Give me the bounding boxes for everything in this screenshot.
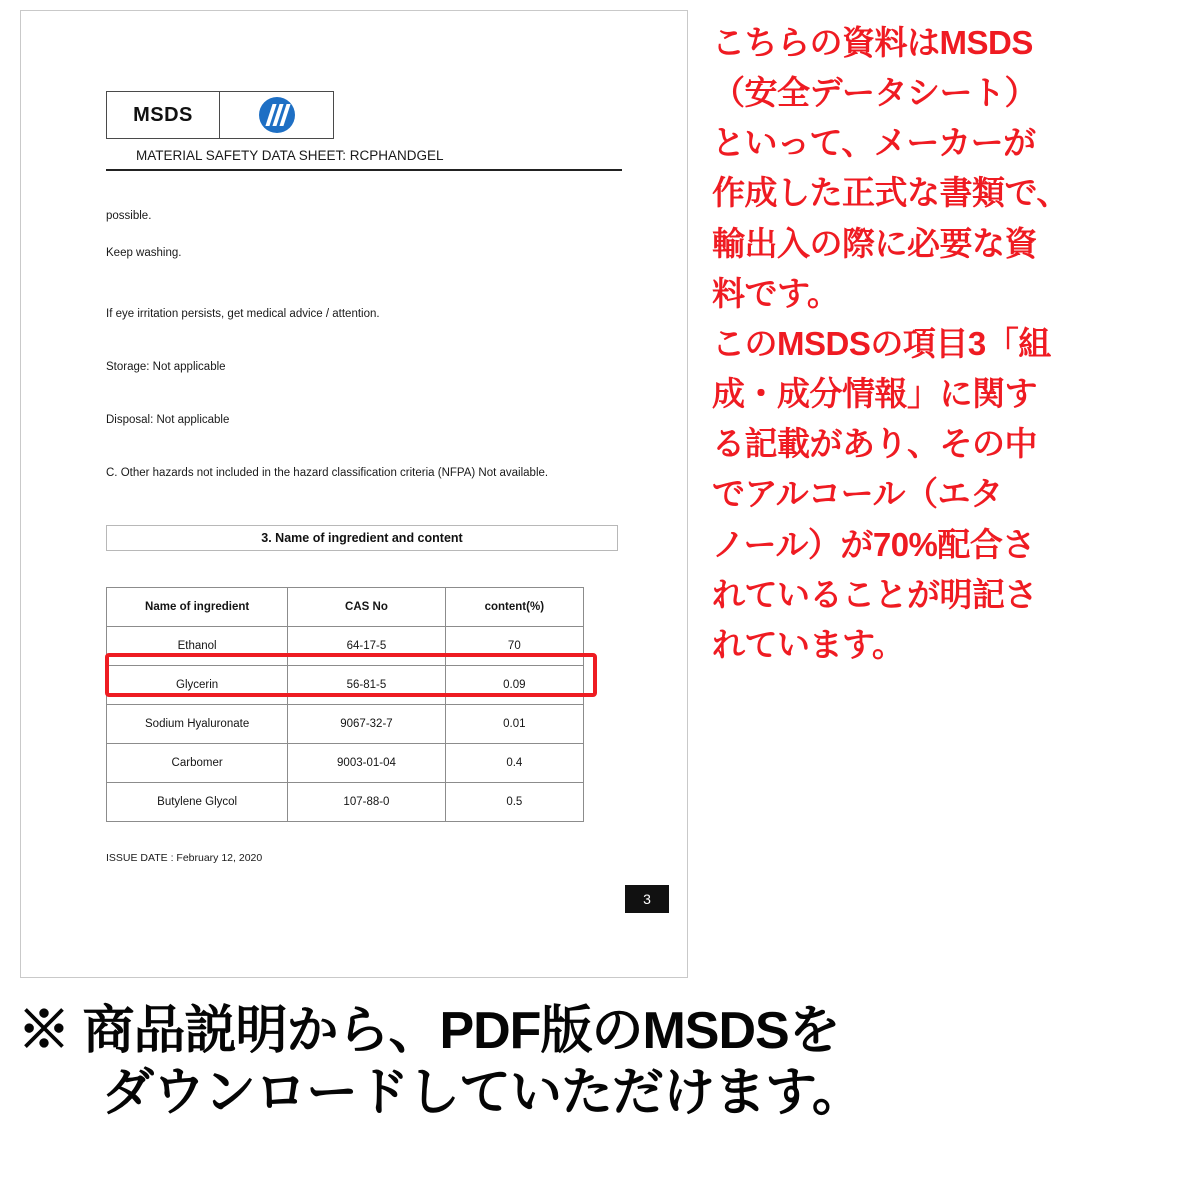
cell-content: 0.5 — [445, 782, 583, 821]
table-row — [107, 704, 584, 743]
table-row — [107, 743, 584, 782]
red-line-5: 輸出入の際に必要な資 — [712, 224, 1037, 262]
page-number-badge: 3 — [625, 885, 669, 913]
red-line-10: でアルコール（エタ — [712, 475, 1003, 513]
company-logo-icon — [220, 92, 333, 138]
red-line-1: こちらの資料はMSDS — [712, 24, 1033, 61]
black-line-2: ダウンロードしていただけます。 — [102, 1064, 863, 1123]
cell-cas: 9003-01-04 — [288, 743, 445, 782]
cell-cas: 107-88-0 — [288, 782, 445, 821]
red-line-7: このMSDSの項目3「組 — [712, 324, 1051, 362]
red-line-11: ノール）が70%配合さ — [712, 525, 1035, 563]
cell-content: 70 — [445, 626, 583, 665]
column-header-content: content(%) — [445, 587, 583, 626]
column-header-name: Name of ingredient — [107, 587, 288, 626]
red-line-8: 成・成分情報」に関す — [712, 375, 1037, 413]
cell-content: 0.4 — [445, 743, 583, 782]
body-line-5: Disposal: Not applicable — [106, 413, 230, 426]
msds-badge: MSDS — [107, 92, 220, 138]
body-line-2: Keep washing. — [106, 246, 182, 259]
red-annotation-text — [712, 18, 1182, 670]
logo-circle-shape — [259, 97, 295, 133]
table-row — [107, 626, 584, 665]
cell-ingredient: Ethanol — [107, 626, 288, 665]
red-line-9: る記載があり、その中 — [712, 425, 1037, 463]
cell-cas: 56-81-5 — [288, 665, 445, 704]
cell-ingredient: Carbomer — [107, 743, 288, 782]
table-header-row — [107, 587, 584, 626]
cell-cas: 64-17-5 — [288, 626, 445, 665]
document-content — [106, 91, 626, 864]
section-heading: 3. Name of ingredient and content — [106, 525, 618, 551]
body-line-4: Storage: Not applicable — [106, 360, 226, 373]
table-row — [107, 782, 584, 821]
cell-content: 0.01 — [445, 704, 583, 743]
body-line-1: possible. — [106, 210, 152, 222]
document-subtitle: MATERIAL SAFETY DATA SHEET: RCPHANDGEL — [136, 148, 444, 163]
red-line-4: 作成した正式な書類で、 — [712, 174, 1069, 212]
ingredient-table — [106, 587, 584, 822]
document-header — [106, 91, 334, 139]
red-line-2: （安全データシート） — [712, 74, 1037, 112]
msds-document-panel — [20, 10, 688, 978]
issue-date: ISSUE DATE : February 12, 2020 — [106, 851, 263, 864]
cell-ingredient: Butylene Glycol — [107, 782, 288, 821]
red-line-13: れています。 — [712, 625, 905, 663]
cell-ingredient: Sodium Hyaluronate — [107, 704, 288, 743]
red-line-12: れていることが明記さ — [712, 575, 1037, 613]
body-line-3: If eye irritation persists, get medical advice / attention. — [106, 307, 380, 320]
cell-ingredient: Glycerin — [107, 665, 288, 704]
black-line-1: ※ 商品説明から、PDF版のMSDSを — [18, 1002, 840, 1060]
red-line-6: 料です。 — [712, 274, 840, 312]
table-row — [107, 665, 584, 704]
body-line-6: C. Other hazards not included in the hazard classification criteria (NFPA) Not available. — [106, 466, 549, 479]
cell-content: 0.09 — [445, 665, 583, 704]
black-annotation-text — [18, 1000, 1186, 1125]
cell-cas: 9067-32-7 — [288, 704, 445, 743]
column-header-cas: CAS No — [288, 587, 445, 626]
red-line-3: といって、メーカーが — [712, 124, 1036, 162]
